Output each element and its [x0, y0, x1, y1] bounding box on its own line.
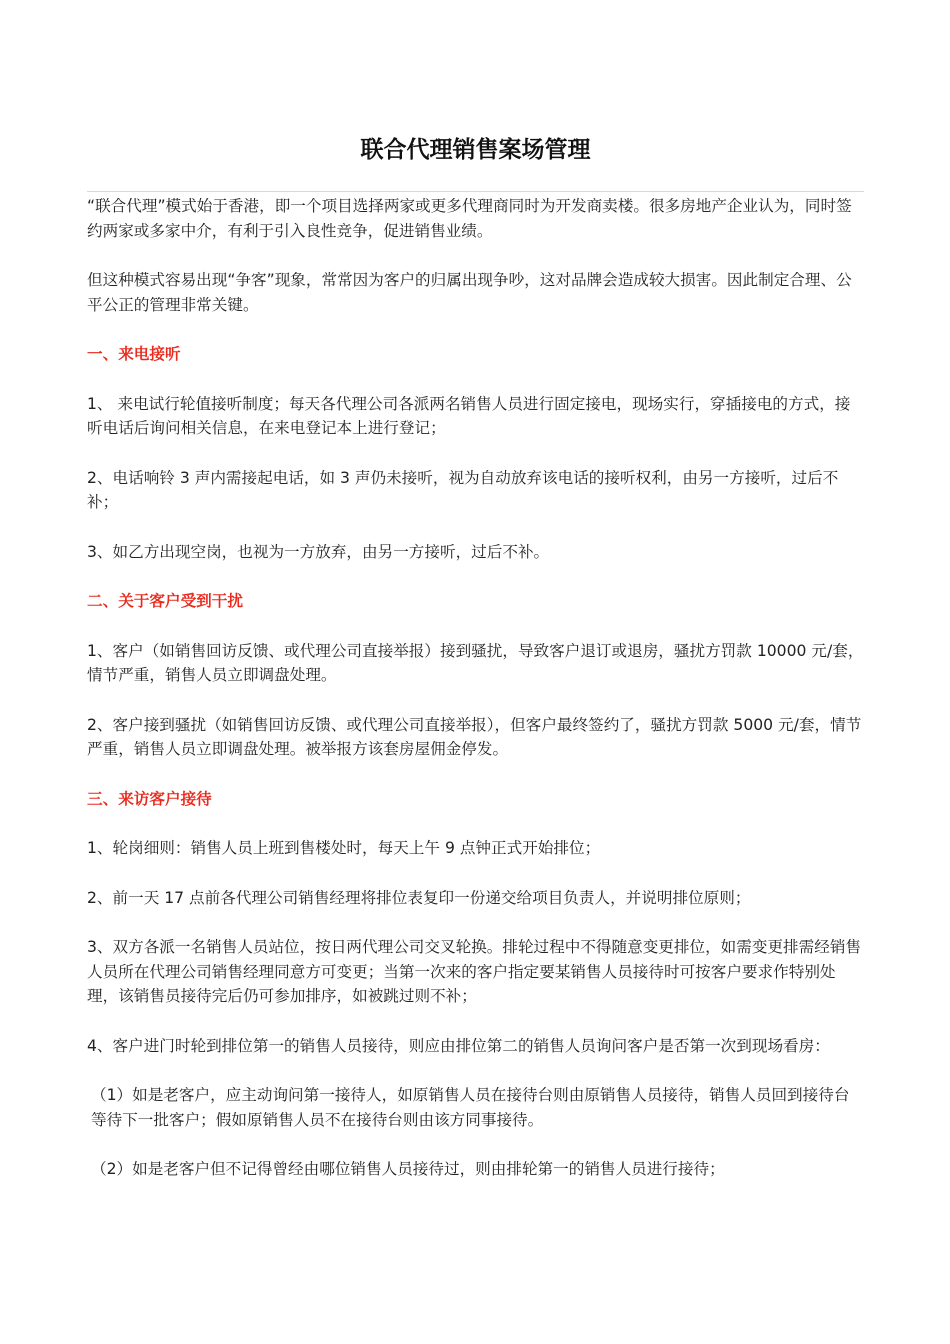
- section3-subitem-2: （2）如是老客户但不记得曾经由哪位销售人员接待过，则由排轮第一的销售人员进行接待；: [91, 1160, 725, 1178]
- intro-paragraph-2: 但这种模式容易出现“争客”现象，常常因为客户的归属出现争吵，这对品牌会造成较大损害。因此制定合理、公平公正的管理非常关键。: [87, 271, 852, 314]
- section-heading-1: 一、来电接听: [87, 345, 181, 363]
- section2-item-1: 1、客户（如销售回访反馈、或代理公司直接举报）接到骚扰，导致客户退订或退房，骚扰方罚款 10000 元/套，情节严重，销售人员立即调盘处理。: [87, 641, 864, 684]
- intro-paragraph-1: “联合代理”模式始于香港，即一个项目选择两家或更多代理商同时为开发商卖楼。很多房地产企业认为，同时签约两家或多家中介，有利于引入良性竞争，促进销售业绩。: [87, 197, 852, 240]
- section1-item-3: 3、如乙方出现空岗，也视为一方放弃，由另一方接听，过后不补。: [87, 542, 550, 561]
- section2-item-2: 2、客户接到骚扰（如销售回访反馈、或代理公司直接举报），但客户最终签约了，骚扰方罚款 5000 元/套，情节严重，销售人员立即调盘处理。被举报方该套房屋佣金停发。: [87, 715, 862, 758]
- document-page: [87, 130, 864, 1182]
- section-heading-2: 二、关于客户受到干扰: [87, 592, 243, 610]
- section3-item-1: 1、轮岗细则：销售人员上班到售楼处时，每天上午 9 点钟正式开始排位；: [87, 839, 601, 857]
- section-heading-3: 三、来访客户接待: [87, 789, 212, 808]
- section1-item-1: 1、 来电试行轮值接听制度；每天各代理公司各派两名销售人员进行固定接电，现场实行，穿插接电的方式，接听电话后询问相关信息，在来电登记本上进行登记；: [87, 394, 851, 437]
- document-title: 联合代理销售案场管理: [360, 137, 591, 163]
- section3-subitem-1: （1）如是老客户，应主动询问第一接待人，如原销售人员在接待台则由原销售人员接待，销售人员回到接待台等待下一批客户；假如原销售人员不在接待台则由该方同事接待。: [91, 1086, 850, 1129]
- section3-item-4: 4、客户进门时轮到排位第一的销售人员接待，则应由排位第二的销售人员询问客户是否第一次到现场看房：: [87, 1036, 830, 1055]
- section3-item-2: 2、前一天 17 点前各代理公司销售经理将排位表复印一份递交给项目负责人，并说明排位原则；: [87, 888, 751, 907]
- title-divider: [87, 191, 864, 192]
- section3-item-3: 3、双方各派一名销售人员站位，按日两代理公司交叉轮换。排轮过程中不得随意变更排位，如需变更排需经销售人员所在代理公司销售经理同意方可变更；当第一次来的客户指定要某销售人员接待时可按客户要求作特别处理，该销售员接待完后仍可参加排序，如被跳过则不补；: [87, 938, 862, 1005]
- section1-item-2: 2、电话响铃 3 声内需接起电话，如 3 声仍未接听，视为自动放弃该电话的接听权利，由另一方接听，过后不补；: [87, 468, 839, 511]
